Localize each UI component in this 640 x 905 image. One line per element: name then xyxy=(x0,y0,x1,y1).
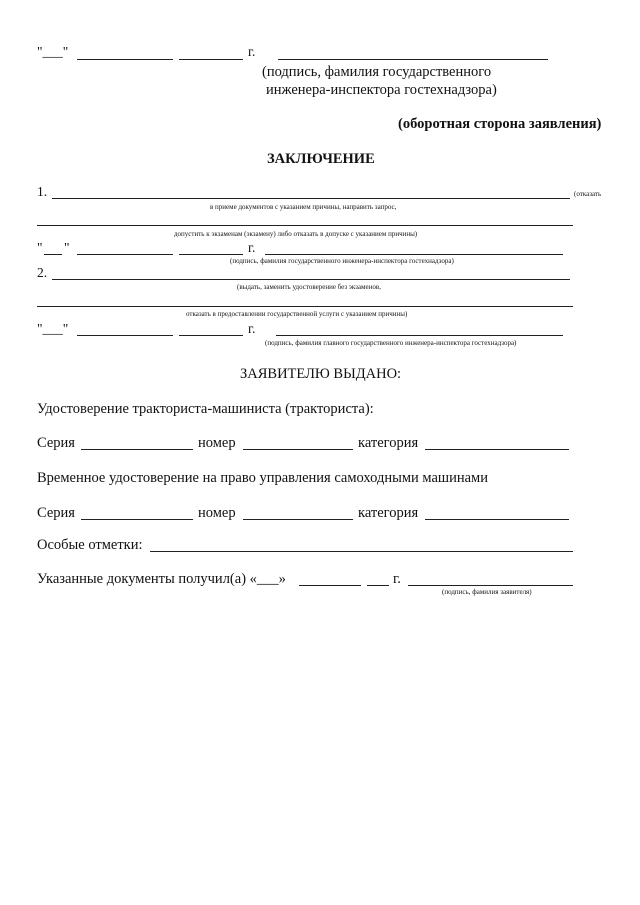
item2-hint2: отказать в предоставлении государственной услуги с указанием причины) xyxy=(186,310,408,318)
special-marks-label: Особые отметки: xyxy=(37,537,143,553)
item2-year-suffix: г. xyxy=(248,321,256,336)
item1-signature-line xyxy=(265,254,563,255)
license-heading: Удостоверение тракториста-машиниста (тракториста): xyxy=(37,401,374,417)
item-number-1: 1. xyxy=(37,184,48,199)
item-number-2: 2. xyxy=(37,265,48,280)
number-line-2 xyxy=(243,519,353,520)
applicant-signature-line xyxy=(408,585,573,586)
category-line-2 xyxy=(425,519,569,520)
conclusion-title: ЗАКЛЮЧЕНИЕ xyxy=(267,151,375,167)
item2-date-month-line xyxy=(77,335,173,336)
number-label: номер xyxy=(198,435,236,451)
date-quote-open: " xyxy=(37,240,43,255)
category-line xyxy=(425,449,569,450)
item2-date-year-line xyxy=(179,335,243,336)
item1-hint1: в приеме документов с указанием причины, направить запрос, xyxy=(210,203,397,211)
number-label-2: номер xyxy=(198,505,236,521)
date-year-line xyxy=(179,59,243,60)
item2-date-quote: "___" xyxy=(37,321,69,336)
item1-date-day-line xyxy=(44,254,62,255)
number-line xyxy=(243,449,353,450)
date-quote-close: " xyxy=(64,240,70,255)
received-year-suffix: г. xyxy=(393,571,401,587)
item2-line1 xyxy=(52,279,570,280)
signature-caption-line1: (подпись, фамилия государственного xyxy=(262,64,492,80)
series-line xyxy=(81,449,193,450)
item1-signature-hint: (подпись, фамилия государственного инженера-инспектора гостехнадзора) xyxy=(230,257,454,265)
item1-line1 xyxy=(52,198,570,199)
item1-line2 xyxy=(37,225,573,226)
series-label-2: Серия xyxy=(37,505,75,521)
series-line-2 xyxy=(81,519,193,520)
year-suffix: г. xyxy=(248,44,256,59)
item2-signature-hint: (подпись, фамилия главного государственного инженера-инспектора гостехнадзора) xyxy=(265,339,517,347)
item2-line2 xyxy=(37,306,573,307)
date-quote: "___" xyxy=(37,44,69,59)
item1-hint2: допустить к экзаменам (экзамену) либо отказать в допуске с указанием причины) xyxy=(174,230,418,238)
item1-date-year-line xyxy=(179,254,243,255)
inspector-signature-line xyxy=(278,59,548,60)
special-marks-line xyxy=(150,551,573,552)
category-label: категория xyxy=(358,435,419,451)
item2-signature-line xyxy=(276,335,563,336)
signature-caption-line2: инженера-инспектора гостехнадзора) xyxy=(266,82,497,98)
issued-title: ЗАЯВИТЕЛЮ ВЫДАНО: xyxy=(240,366,402,382)
received-month-line xyxy=(299,585,361,586)
series-label: Серия xyxy=(37,435,75,451)
item2-hint1: (выдать, заменить удостоверение без экзаменов, xyxy=(237,283,381,291)
refuse-label: (отказать xyxy=(574,190,602,198)
category-label-2: категория xyxy=(358,505,419,521)
applicant-signature-hint: (подпись, фамилия заявителя) xyxy=(442,588,532,596)
received-year-line xyxy=(367,585,389,586)
item1-date-month-line xyxy=(77,254,173,255)
temporary-license-heading: Временное удостоверение на право управления самоходными машинами xyxy=(37,470,488,486)
item1-year-suffix: г. xyxy=(248,240,256,255)
reverse-side-note: (оборотная сторона заявления) xyxy=(398,116,602,132)
date-month-line xyxy=(77,59,173,60)
received-label: Указанные документы получил(а) «___» xyxy=(37,571,286,587)
